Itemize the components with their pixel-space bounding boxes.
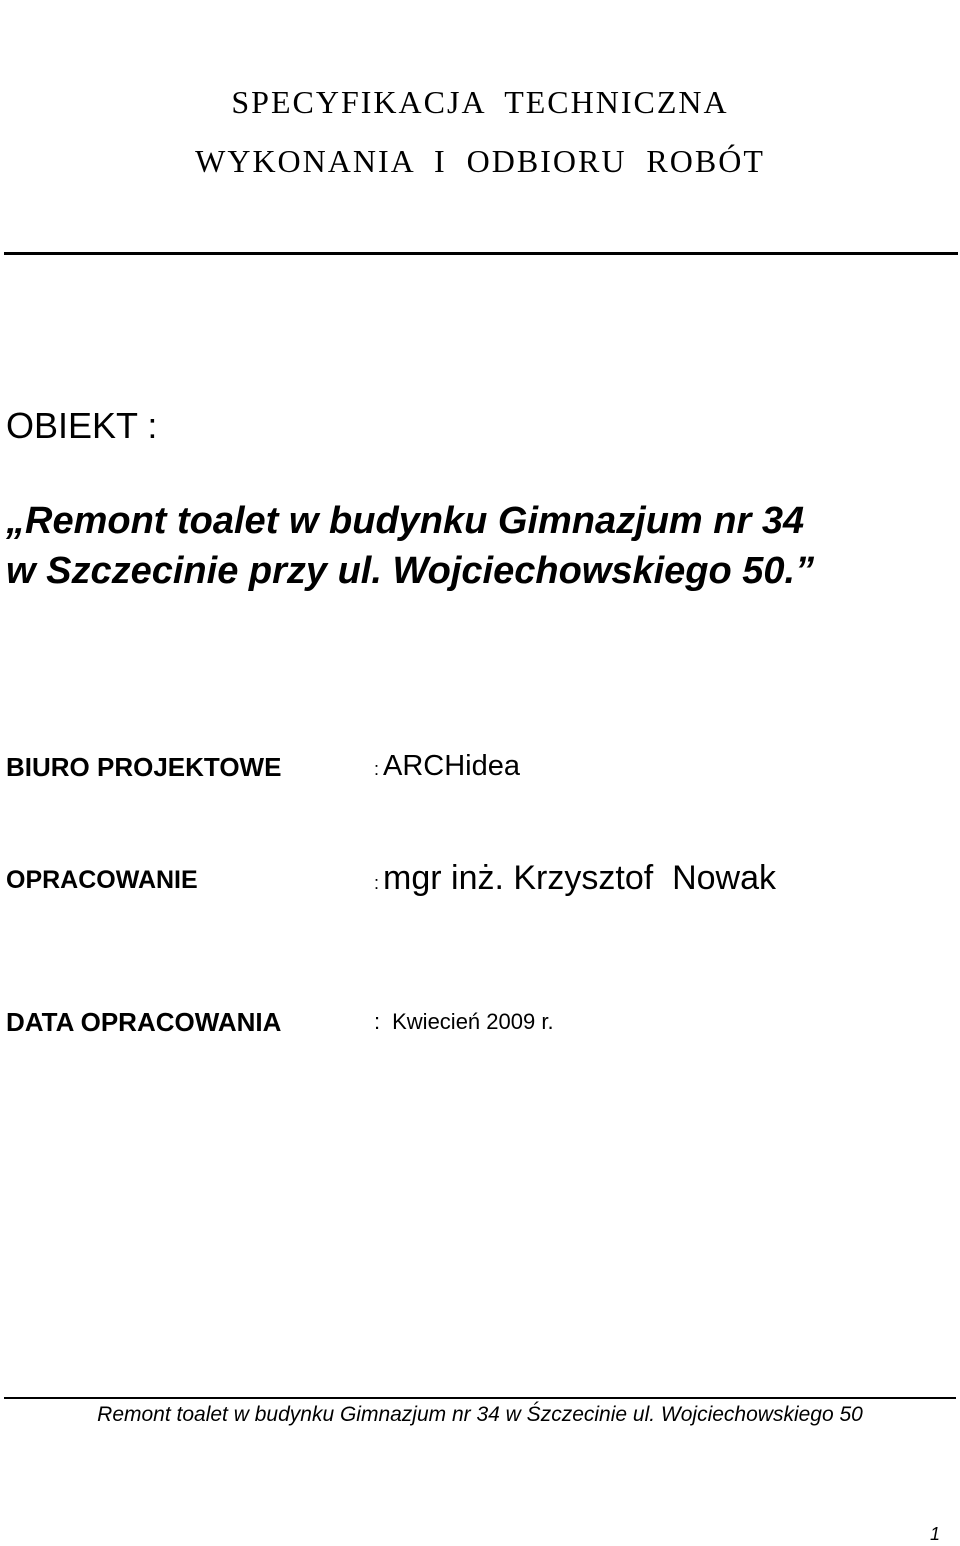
date-colon: : bbox=[374, 1009, 381, 1034]
object-name-line-2: w Szczecinie przy ul. Wojciechowskiego 50.” bbox=[6, 550, 815, 592]
date-label: DATA OPRACOWANIA bbox=[6, 1007, 282, 1037]
design-office-colon: : bbox=[374, 759, 380, 779]
object-label: OBIEKT : bbox=[6, 405, 158, 446]
design-office-value-row bbox=[374, 752, 520, 781]
date-value-row bbox=[374, 1011, 554, 1033]
author-value-row bbox=[374, 861, 776, 895]
design-office-value: ARCHidea bbox=[383, 750, 521, 782]
footer-divider bbox=[4, 1397, 956, 1399]
top-divider bbox=[4, 252, 958, 255]
author-label: OPRACOWANIE bbox=[6, 866, 198, 894]
page-number: 1 bbox=[929, 1524, 940, 1544]
design-office-label: BIURO PROJEKTOWE bbox=[6, 752, 282, 782]
object-name-line-1: „Remont toalet w budynku Gimnazjum nr 34 bbox=[6, 500, 805, 542]
author-value: mgr inż. Krzysztof Nowak bbox=[383, 859, 776, 897]
author-colon: : bbox=[374, 873, 380, 893]
date-value: Kwiecień 2009 r. bbox=[392, 1009, 554, 1034]
document-title-line-1: SPECYFIKACJA TECHNICZNA bbox=[231, 84, 729, 120]
document-title-line-2: WYKONANIA I ODBIORU ROBÓT bbox=[195, 143, 765, 179]
footer-text: Remont toalet w budynku Gimnazjum nr 34 w Śzczecinie ul. Wojciechowskiego 50 bbox=[97, 1403, 863, 1426]
